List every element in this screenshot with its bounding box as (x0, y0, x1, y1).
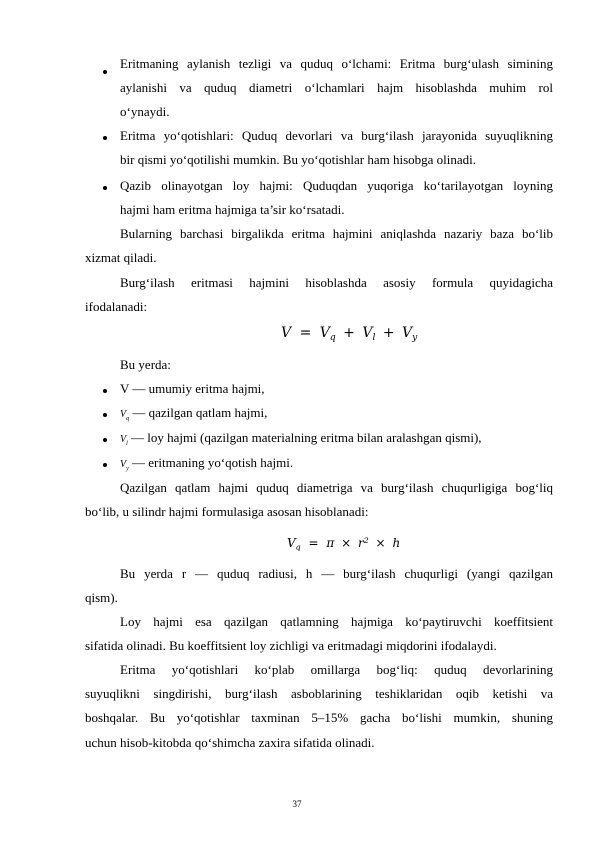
formula-term-2: V (362, 325, 373, 341)
definition-4-text: — eritmaning yo‘qotish hajmi. (128, 455, 294, 470)
bullet-marker (103, 389, 107, 393)
volume-formula (281, 325, 417, 343)
formula2-lhs-sub: q (295, 542, 301, 552)
definition-1 (120, 381, 265, 397)
formula-term-2-sub: l (372, 333, 376, 344)
page-number: 37 (292, 799, 302, 809)
bullet-marker (103, 136, 107, 140)
formula2-lhs: V (287, 536, 296, 550)
formula-term-1-sub: q (329, 333, 336, 344)
para3-line-1: Qazilgan qatlam hajmi quduq diametriga va burg‘ilash chuqurligiga bog‘liq (120, 480, 553, 495)
bullet-marker (103, 438, 107, 442)
formula2-times-1: × (341, 536, 352, 550)
formula-lhs: V (281, 325, 292, 341)
para6-line-2: suyuqlikni singdirishi, burg‘ilash asboblarining teshiklaridan oqib ketishi va (85, 686, 553, 701)
para2-line-1: Burg‘ilash eritmasi hajmini hisoblashda asosiy formula quyidagicha (120, 275, 553, 290)
definition-3-symbol: $V_l$ (120, 434, 128, 447)
bullet-2-line-1: Eritma yo‘qotishlari: Quduq devorlari va burg‘ilash jarayonida suyuqlikning (120, 128, 553, 143)
definition-2 (120, 405, 267, 427)
formula2-r: r (358, 536, 364, 550)
bullet-3-line-2: hajmi ham eritma hajmiga ta’sir ko‘rsatadi. (120, 202, 345, 217)
formula2-h: h (392, 536, 401, 550)
para6-line-4: uchun hisob-kitobda qo‘shimcha zaxira sifatida olinadi. (85, 735, 375, 750)
para5-line-2: sifatida olinadi. Bu koeffitsient loy zichligi va eritmadagi miqdorini ifodalaydi. (85, 638, 497, 653)
definition-2-text: — qazilgan qatlam hajmi, (129, 405, 268, 420)
bullet-1-line-2: aylanishi va quduq diametri o‘lchamlari hajm hisoblashda muhim rol (120, 80, 553, 95)
formula2-r-sup: 2 (363, 536, 369, 546)
bullet-marker (103, 413, 107, 417)
bullet-marker (103, 463, 107, 467)
bullet-marker (103, 70, 107, 74)
formula-plus-2: + (382, 325, 395, 341)
bullet-1-line-3: o‘ynaydi. (120, 104, 170, 119)
cylinder-volume-formula (287, 536, 400, 552)
definition-3 (120, 430, 482, 452)
definition-4 (120, 455, 293, 477)
para4-line-2: qism). (85, 590, 118, 605)
para6-line-1: Eritma yo‘qotishlari ko‘plab omillarga bog‘liq: quduq devorlarining (120, 662, 553, 677)
definition-1-text: V — umumiy eritma hajmi, (120, 381, 265, 396)
definition-2-symbol: $V_q$ (120, 409, 130, 422)
bullet-marker (103, 186, 107, 190)
para2-line-2: ifodalanadi: (85, 299, 148, 314)
formula-term-3: V (402, 325, 413, 341)
formula2-times-2: × (375, 536, 386, 550)
para1-line-2: xizmat qiladi. (85, 250, 157, 265)
formula-equals: = (299, 325, 312, 341)
para5-line-1: Loy hajmi esa qazilgan qatlamning hajmiga ko‘paytiruvchi koeffitsient (120, 614, 553, 629)
para6-line-3: boshqalar. Bu yo‘qotishlar taxminan 5–15% gacha bo‘lishi mumkin, shuning (85, 710, 553, 725)
para3-line-2: bo‘lib, u silindr hajmi formulasiga asosan hisoblanadi: (85, 504, 369, 519)
formula-plus-1: + (343, 325, 355, 341)
bullet-2-line-2: bir qismi yo‘qotilishi mumkin. Bu yo‘qotishlar ham hisobga olinadi. (120, 152, 477, 167)
para1-line-1: Bularning barchasi birgalikda eritma hajmini aniqlashda nazariy baza bo‘lib (120, 226, 553, 241)
definition-4-symbol: $V_y$ (120, 459, 129, 472)
para4-line-1: Bu yerda r — quduq radiusi, h — burg‘ilash chuqurligi (yangi qazilgan (120, 566, 553, 581)
bullet-3-line-1: Qazib olinayotgan loy hajmi: Quduqdan yuqoriga ko‘tarilayotgan loyning (120, 178, 553, 193)
formula-term-1: V (319, 325, 330, 341)
definition-3-text: — loy hajmi (qazilgan materialning eritma bilan aralashgan qismi), (127, 430, 482, 445)
bu-yerda-label: Bu yerda: (120, 357, 171, 372)
formula-term-3-sub: y (412, 333, 418, 344)
bullet-1-line-1: Eritmaning aylanish tezligi va quduq o‘lchami: Eritma burg‘ulash simining (120, 56, 553, 71)
formula2-pi: π (326, 536, 335, 550)
formula2-equals: = (308, 536, 319, 550)
